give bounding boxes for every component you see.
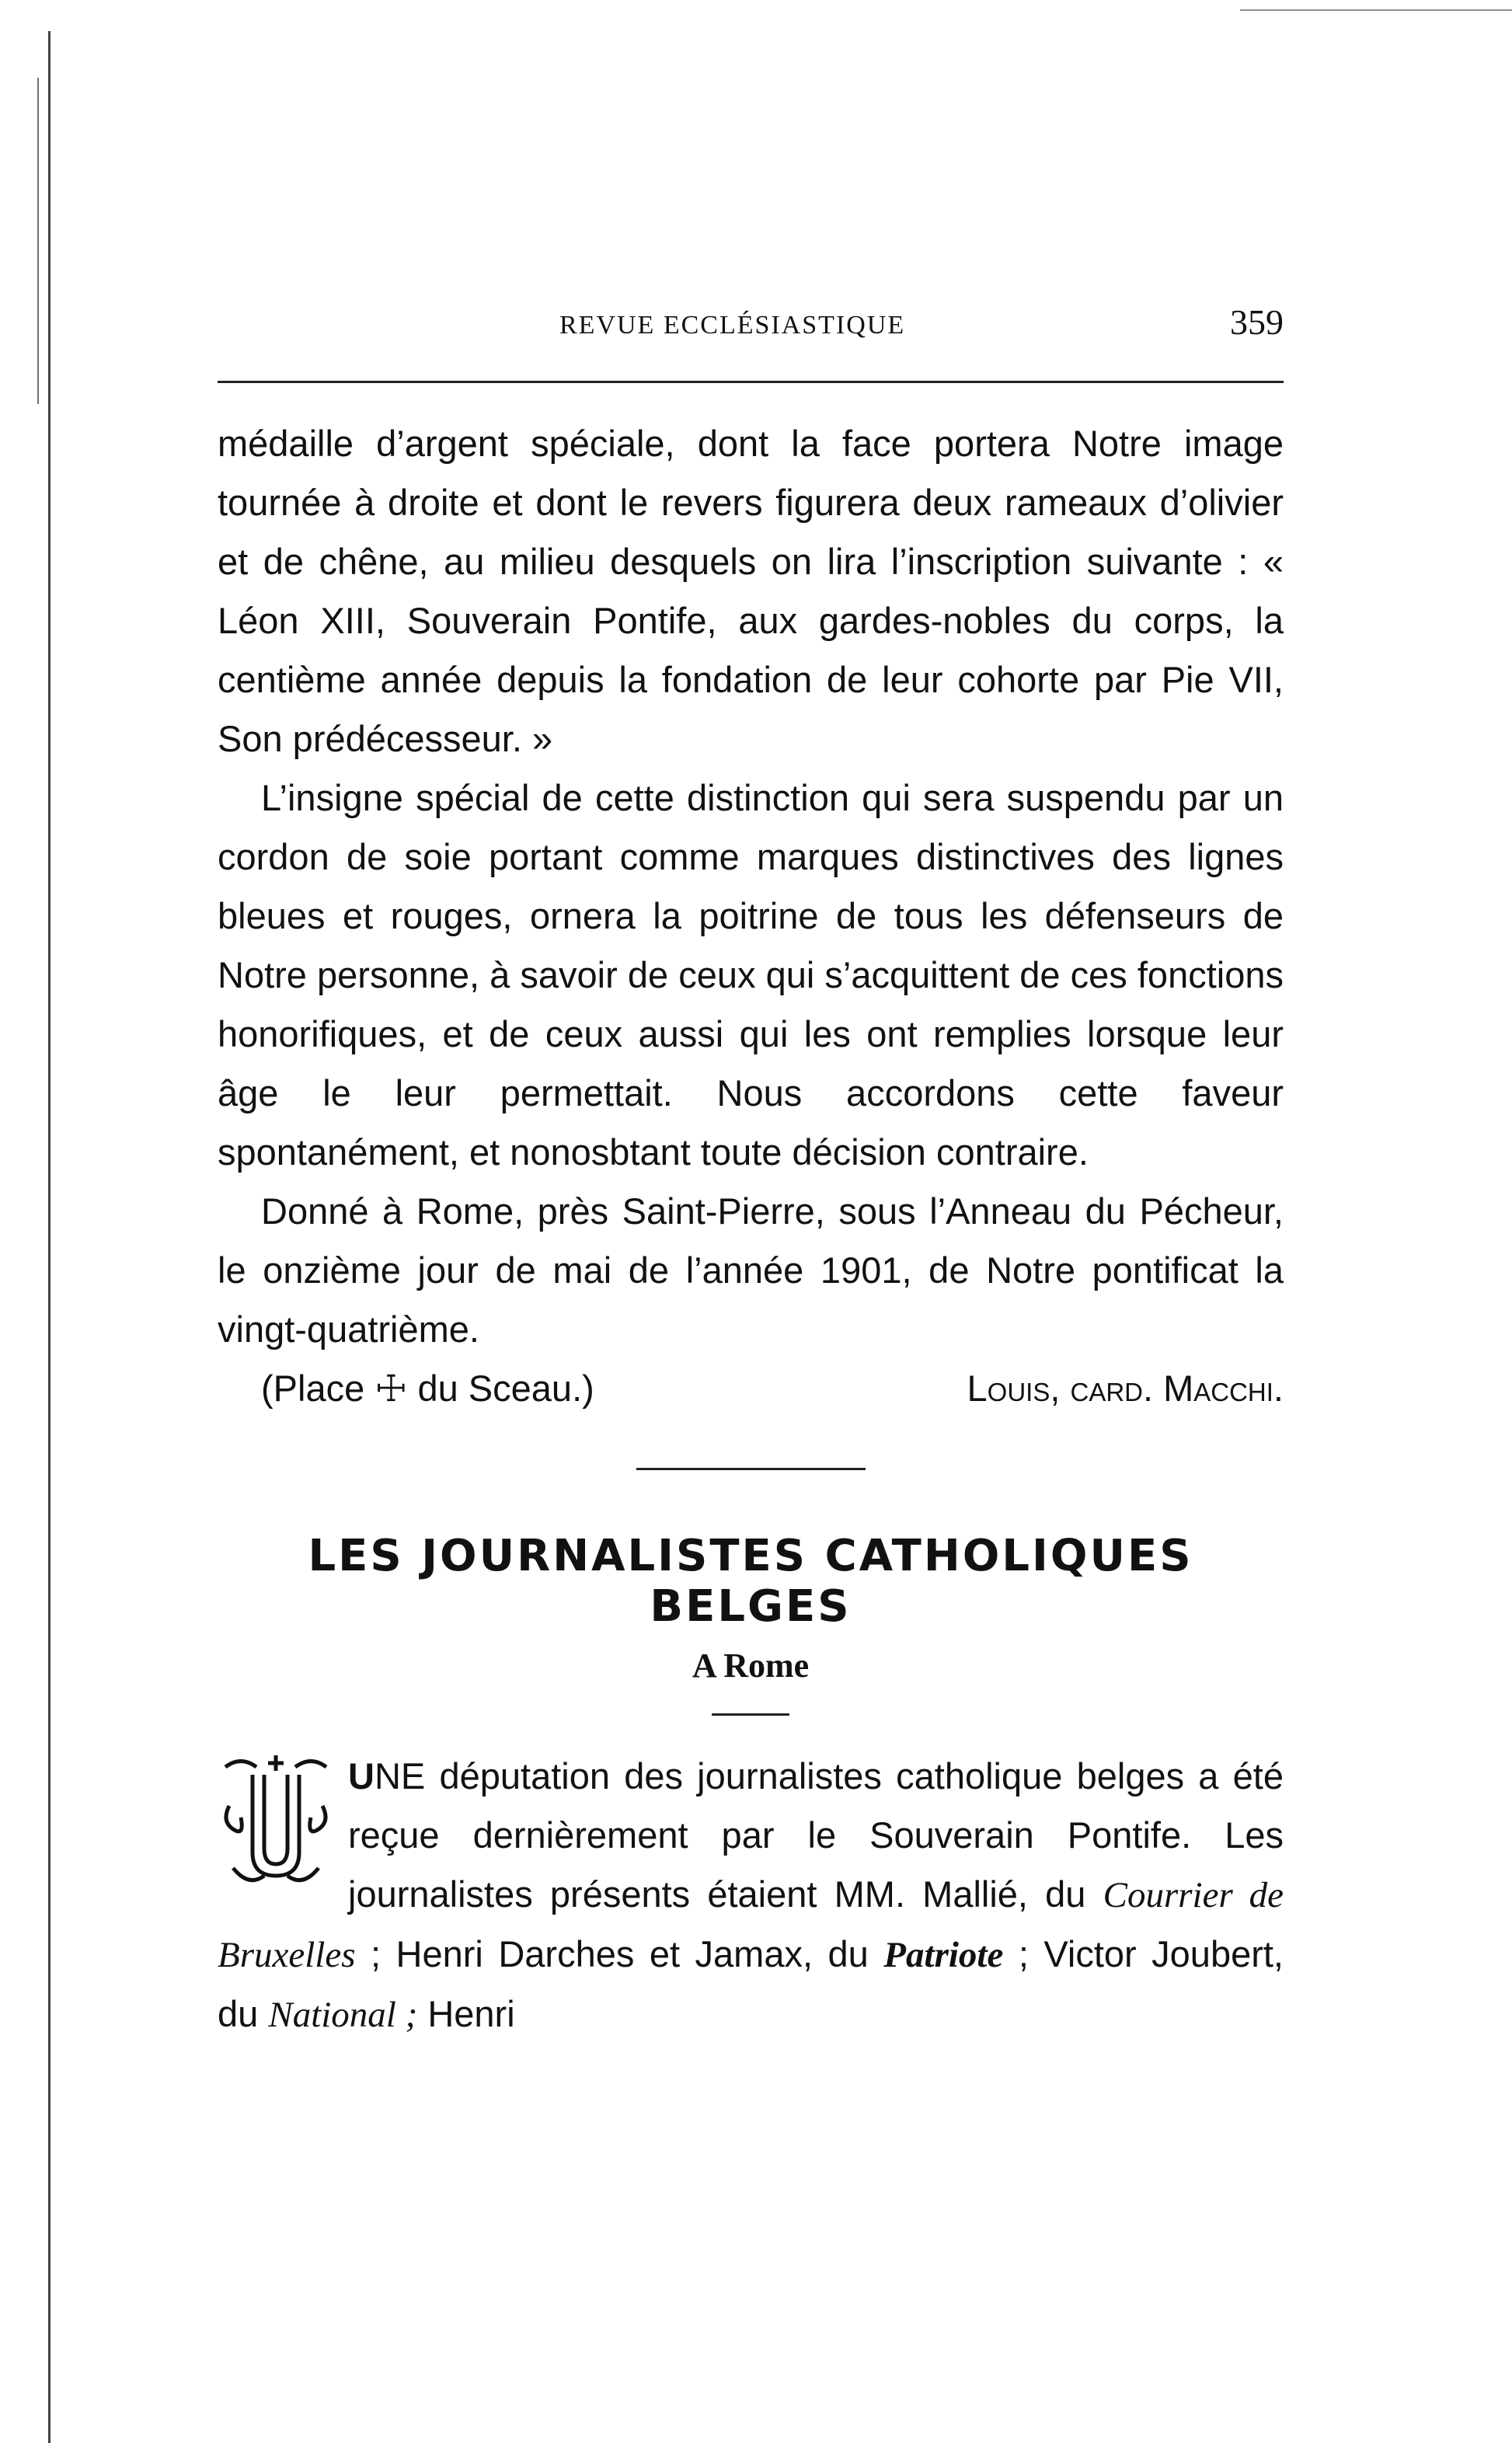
article-text-segment: Henri [417, 1993, 515, 2034]
paragraph: médaille d’argent spéciale, dont la face portera Notre image tournée à droite et dont le revers figurera deux rameaux d’olivier et de chêne, au milieu desquels on lira l’inscription suivante : « Léon XIII, Souverain Pontife, aux gardes-nobles du corps, la centième année depuis la fondation de leur cohorte par Pie VII, Son prédécesseur. » [218, 423, 1284, 759]
document-page [218, 295, 1284, 2044]
decree-text [218, 414, 1284, 1359]
article-text-segment: ; Henri Darches et Jamax, du [355, 1933, 884, 1974]
section-divider [636, 1468, 866, 1470]
article-text [218, 1747, 1284, 2044]
scan-binding-edge-secondary [37, 78, 39, 404]
article-paragraph [218, 1747, 1284, 2044]
page-number: 359 [1230, 302, 1284, 342]
ornament-icon [218, 1751, 334, 1891]
running-head [218, 295, 1284, 365]
signer: Louis, card. Macchi. [967, 1368, 1284, 1409]
signature-line [218, 1359, 1284, 1418]
scan-binding-edge [48, 31, 51, 2443]
paragraph: L’insigne spécial de cette distinction qui sera suspendu par un cordon de soie portant comme marques distinctives des lignes bleues et rouges, ornera la poitrine de tous les défenseurs de Notre personne, à savoir de ceux qui s’acquittent de ces fonctions honorifiques, et de ceux aussi qui les ont remplies lorsque leur âge le leur permettait. Nous accordons cette faveur spontanément, et nonosbtant toute décision contraire. [218, 777, 1284, 1173]
section-title: LES JOURNALISTES CATHOLIQUES BELGES [308, 1531, 1193, 1632]
ornamental-drop-cap [218, 1751, 334, 1891]
drop-cap-letter: U [348, 1755, 375, 1797]
header-rule [218, 381, 1284, 383]
seal-note: (Place ☩ du Sceau.) [261, 1368, 594, 1409]
article-intro: NE députation des journalistes catholique belges a été reçue dernièrement par le Souverain Pontife. Les journalistes présents étaient MM. Mallié, du [348, 1755, 1284, 1915]
running-title: REVUE ECCLÉSIASTIQUE [559, 311, 906, 340]
article-text-segment: ; Victor Joubert, du [218, 1933, 1284, 2034]
publication-courrier: Courrier de Bruxelles [218, 1875, 1284, 1975]
publication-national: National ; [268, 1995, 418, 2035]
scan-top-rule [1240, 9, 1512, 11]
paragraph: Donné à Rome, près Saint-Pierre, sous l’Anneau du Pécheur, le onzième jour de mai de l’année 1901, de Notre pontificat la vingt-quatrième. [218, 1190, 1284, 1350]
publication-patriote: Patriote [883, 1935, 1004, 1975]
subtitle-divider [712, 1713, 789, 1716]
section-subtitle: A Rome [692, 1647, 810, 1685]
